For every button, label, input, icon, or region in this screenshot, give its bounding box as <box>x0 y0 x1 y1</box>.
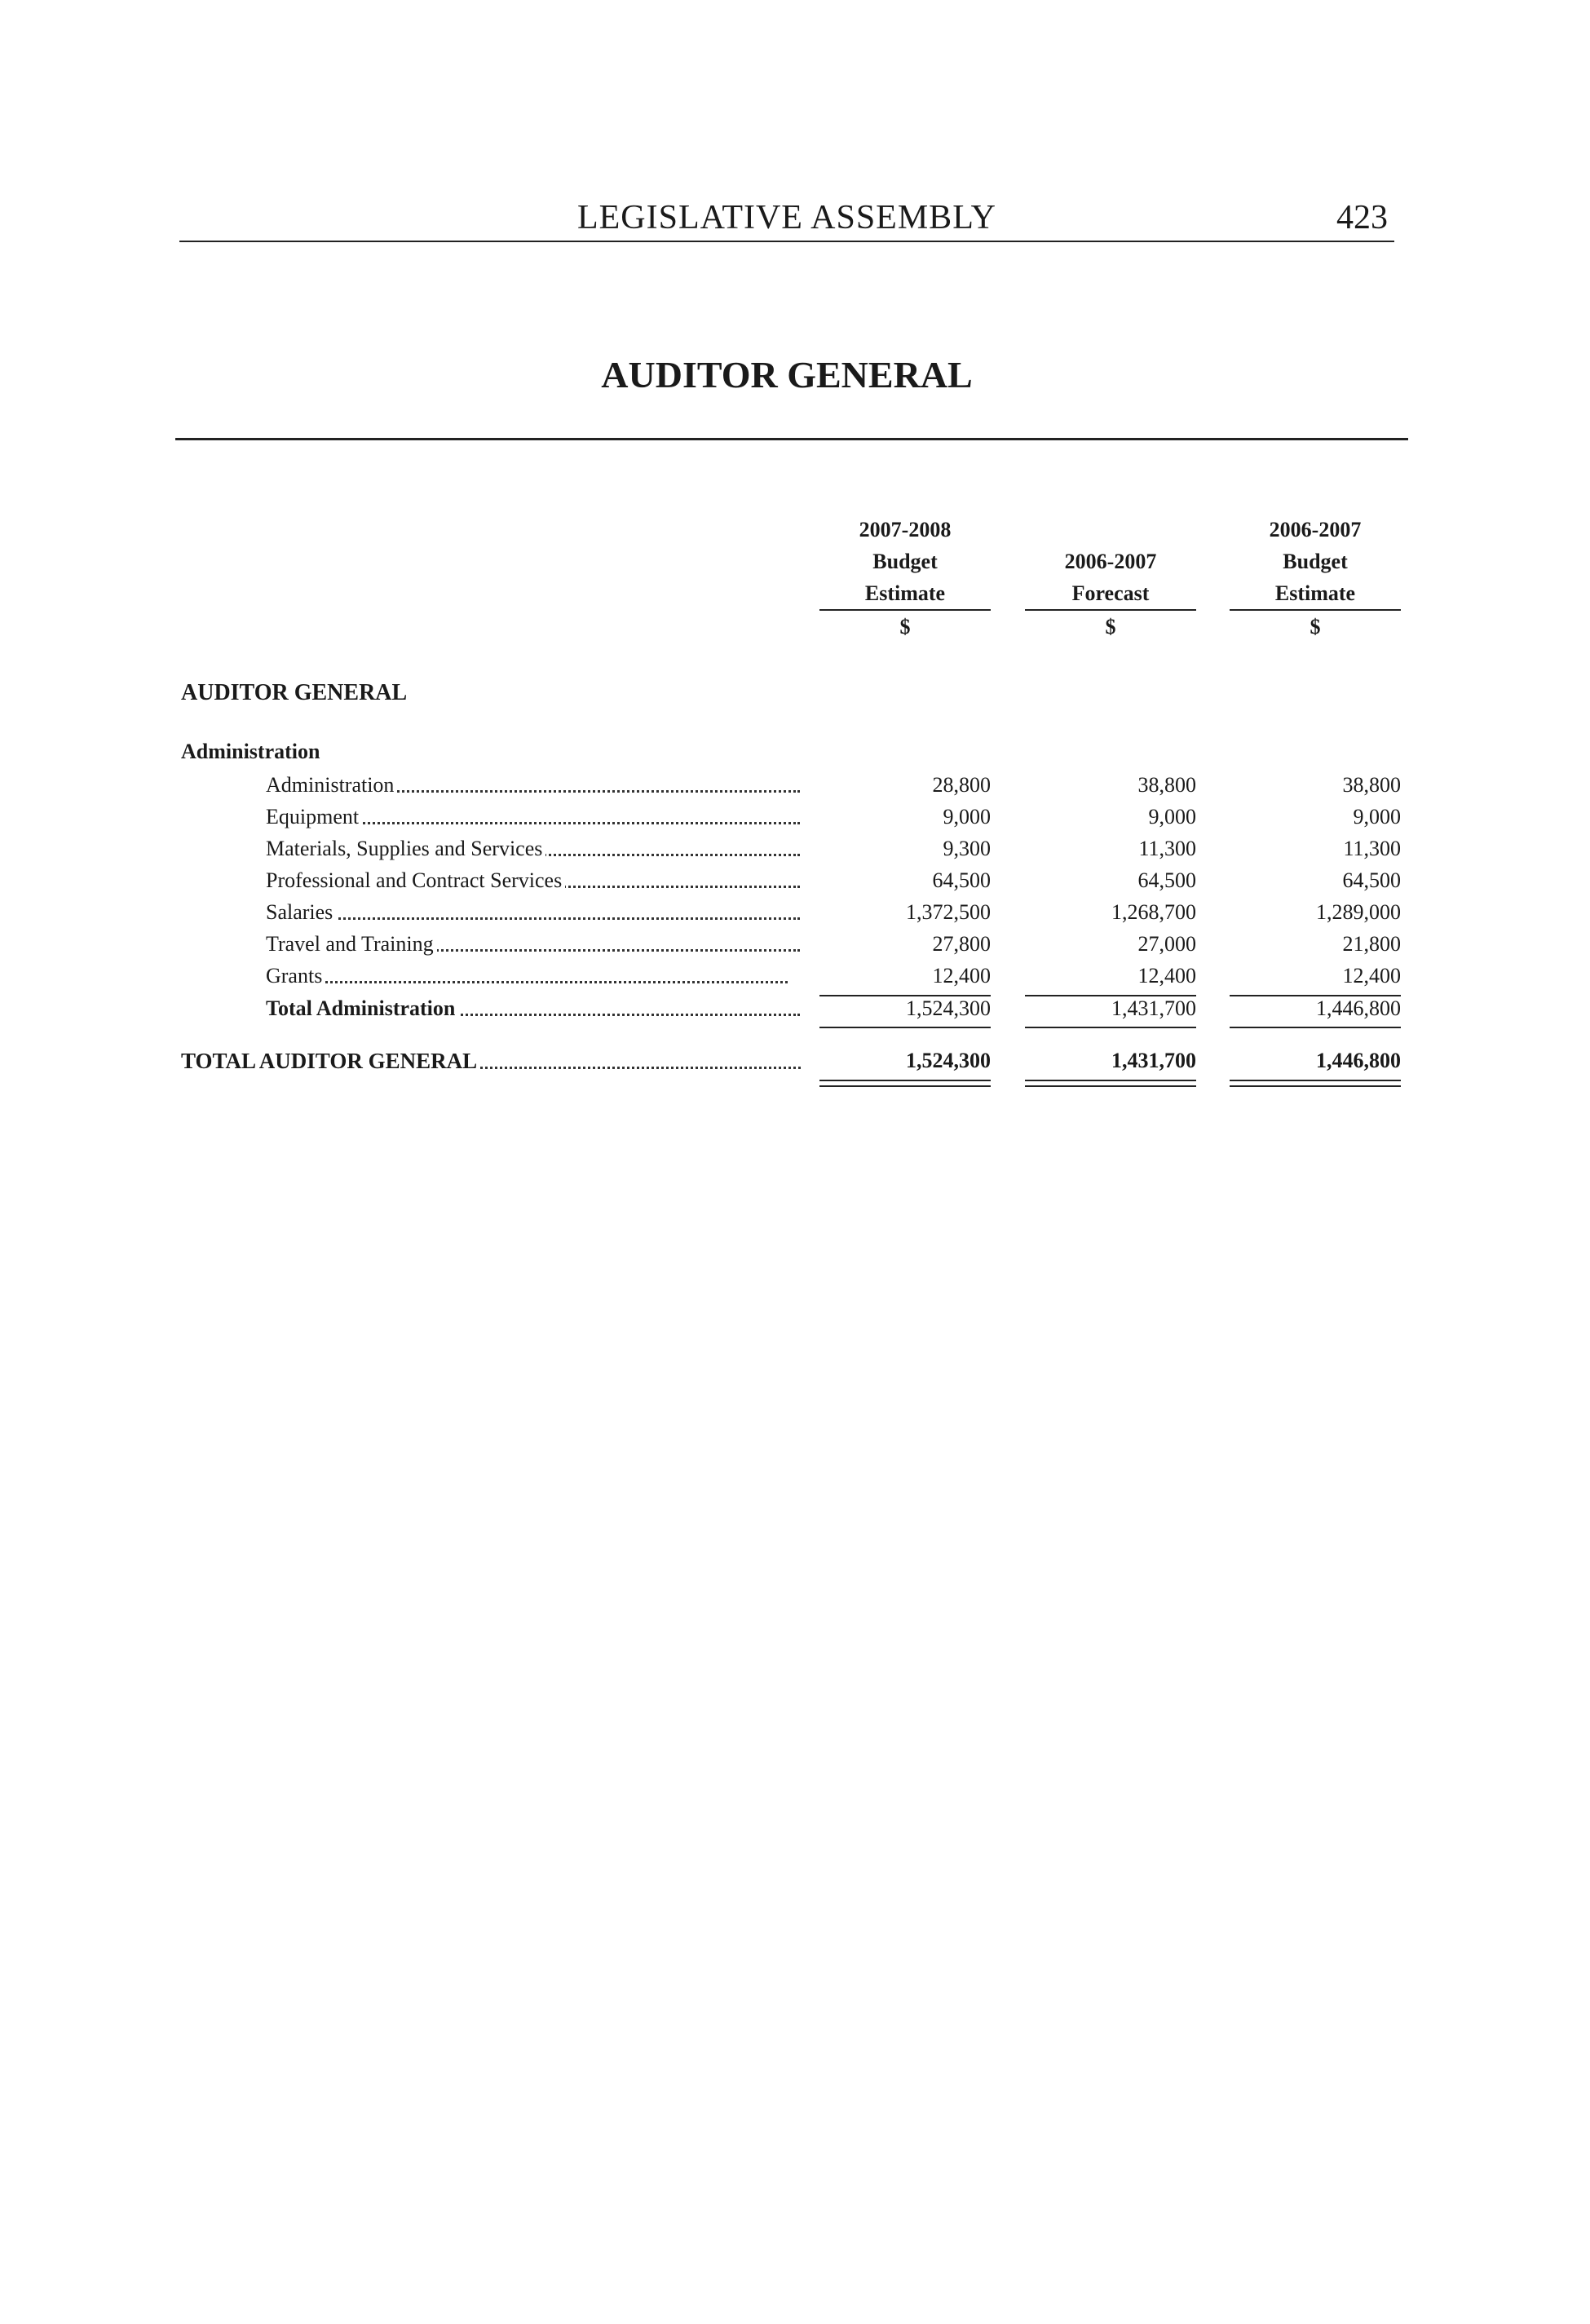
subtotal-bottom-rule <box>1230 1027 1401 1028</box>
table-row <box>0 805 1590 837</box>
row-label: Salaries <box>266 900 336 924</box>
table-row <box>0 837 1590 868</box>
row-value-budget-2007-2008: 9,300 <box>943 837 991 860</box>
row-value-forecast-2006-2007: 12,400 <box>1137 964 1196 987</box>
row-value-forecast-2006-2007: 38,800 <box>1137 773 1196 797</box>
grand-total-value-budget-2006-2007: 1,446,800 <box>1316 1049 1401 1072</box>
table-row <box>0 900 1590 932</box>
row-value-budget-2007-2008: 12,400 <box>932 964 991 987</box>
column-heading-year: 2006-2007 <box>1269 518 1362 541</box>
vote-label: AUDITOR GENERAL <box>181 680 408 705</box>
row-value-budget-2006-2007: 11,300 <box>1343 837 1401 860</box>
subtotal-value-forecast-2006-2007: 1,431,700 <box>1111 996 1196 1020</box>
column-heading-kind: Estimate <box>1274 581 1356 605</box>
row-value-budget-2006-2007: 1,289,000 <box>1316 900 1401 924</box>
row-value-budget-2006-2007: 64,500 <box>1342 868 1401 892</box>
row-label: Administration <box>266 773 397 797</box>
column-heading-year <box>1025 514 1196 546</box>
page-header-title: LEGISLATIVE ASSEMBLY <box>577 199 996 236</box>
page-number: 423 <box>1336 199 1388 236</box>
grand-total-label: TOTAL AUDITOR GENERAL <box>181 1049 480 1073</box>
grand-total-value-budget-2007-2008: 1,524,300 <box>906 1049 991 1072</box>
column-currency: $ <box>899 615 911 638</box>
column-heading-1 <box>819 514 991 643</box>
column-currency: $ <box>1105 615 1116 638</box>
subtotal-value-budget-2007-2008: 1,524,300 <box>906 996 991 1020</box>
table-row <box>0 773 1590 805</box>
column-heading-year: 2007-2008 <box>859 518 952 541</box>
row-value-budget-2006-2007: 21,800 <box>1342 932 1401 956</box>
row-value-budget-2006-2007: 9,000 <box>1353 805 1401 828</box>
row-value-forecast-2006-2007: 11,300 <box>1138 837 1196 860</box>
column-heading-kind: Forecast <box>1071 581 1150 605</box>
row-value-forecast-2006-2007: 27,000 <box>1137 932 1196 956</box>
heading-rule <box>175 438 1408 440</box>
table-row <box>0 932 1590 964</box>
row-value-forecast-2006-2007: 9,000 <box>1148 805 1196 828</box>
row-label: Grants <box>266 964 325 987</box>
subtotal-label: Total Administration <box>266 996 458 1020</box>
column-heading-kind: Estimate <box>864 581 946 605</box>
row-value-budget-2007-2008: 28,800 <box>932 773 991 797</box>
row-label: Professional and Contract Services <box>266 868 565 892</box>
department-heading: AUDITOR GENERAL <box>601 354 973 395</box>
column-heading-2 <box>1025 514 1196 643</box>
grand-total-double-rule <box>819 1080 991 1087</box>
table-row <box>0 964 1590 996</box>
grand-total-double-rule <box>1230 1080 1401 1087</box>
row-value-budget-2006-2007: 12,400 <box>1342 964 1401 987</box>
row-value-forecast-2006-2007: 64,500 <box>1137 868 1196 892</box>
row-value-budget-2007-2008: 9,000 <box>943 805 991 828</box>
row-value-budget-2006-2007: 38,800 <box>1342 773 1401 797</box>
column-heading-type: 2006-2007 <box>1064 550 1157 573</box>
row-label: Travel and Training <box>266 932 437 956</box>
grand-total-row <box>0 1049 1590 1080</box>
program-label: Administration <box>181 740 320 763</box>
column-heading-3 <box>1230 514 1401 643</box>
row-value-forecast-2006-2007: 1,268,700 <box>1111 900 1196 924</box>
row-value-budget-2007-2008: 27,800 <box>932 932 991 956</box>
subtotal-bottom-rule <box>1025 1027 1196 1028</box>
grand-total-value-forecast-2006-2007: 1,431,700 <box>1111 1049 1196 1072</box>
table-row <box>0 868 1590 900</box>
subtotal-value-budget-2006-2007: 1,446,800 <box>1316 996 1401 1020</box>
row-value-budget-2007-2008: 1,372,500 <box>906 900 991 924</box>
column-heading-type: Budget <box>872 550 938 573</box>
column-heading-type: Budget <box>1283 550 1348 573</box>
grand-total-double-rule <box>1025 1080 1196 1087</box>
row-label: Materials, Supplies and Services <box>266 837 545 860</box>
row-label: Equipment <box>266 805 362 828</box>
subtotal-row <box>0 996 1590 1028</box>
row-value-budget-2007-2008: 64,500 <box>932 868 991 892</box>
column-currency: $ <box>1310 615 1321 638</box>
subtotal-bottom-rule <box>819 1027 991 1028</box>
page-header <box>179 198 1394 242</box>
